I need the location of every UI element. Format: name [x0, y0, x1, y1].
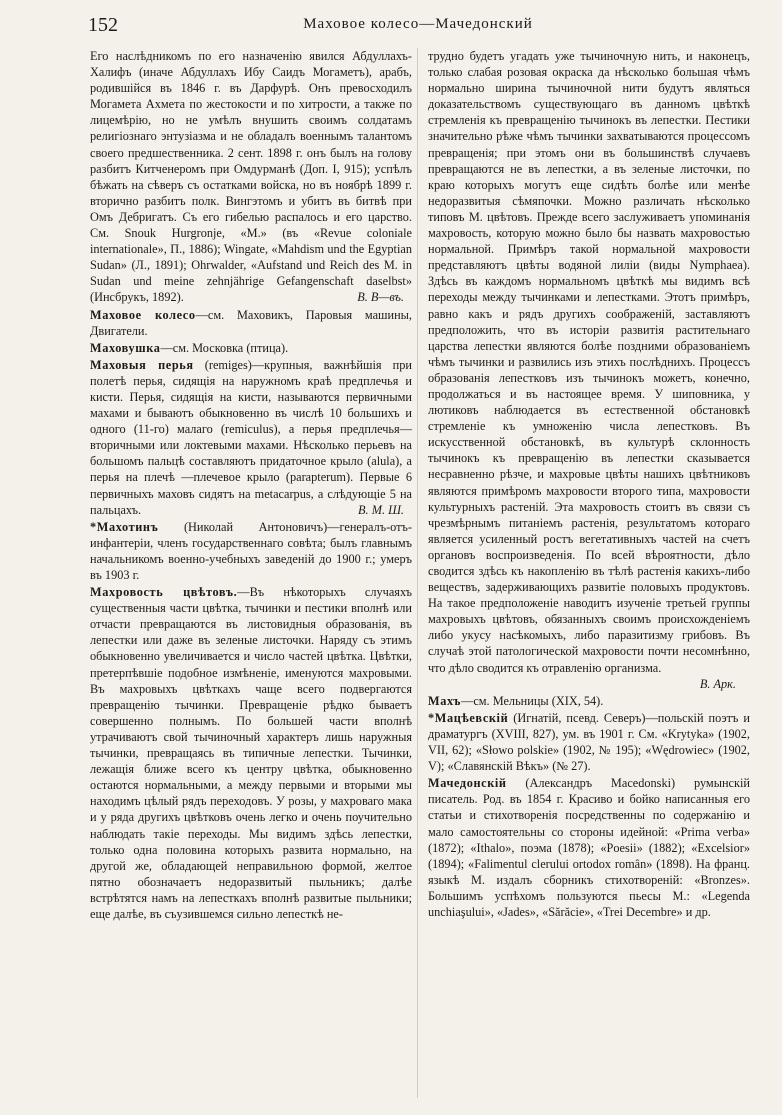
column-divider	[417, 48, 418, 1098]
entry-makh: Махъ—см. Мельницы (XIX, 54).	[428, 693, 604, 708]
entry-makhovye-perya: Маховыя перья (remiges)—крупныя, важнѣйшія при полетѣ перья, сидящія на наружномъ краѣ предплечья и кисти. Перья, сидящія на кисти, называются первичными махами и бываютъ обыкновенно въ числѣ 10 большихъ и одного (11-го) малаго (remiculus), а перья предплечья—вторичными или локтевыми махами. Нѣсколько перьевъ на большомъ пальцѣ составляютъ придаточное крыло (alula), а перья на плечѣ —плечевое крыло (parapterum). Первые 6 первичныхъ маховъ сидятъ на metacarpus, а слѣдующіе 5 на пальцахъ. В. М. Ш.	[90, 357, 412, 517]
entry-headword: Маховушка	[90, 340, 161, 355]
entry-makhrovost-tsvetov: Махровость цвѣтовъ.—Въ нѣкоторыхъ случаяхъ существенныя части цвѣтка, тычинки и пестики вполнѣ или отчасти превращаются въ листовидныя образованія, въ лепестки или даже въ зеленые листочки. Наряду съ этимъ обыкновенно увеличивается и число частей цвѣтка. Цвѣтки, претерпѣвшіе подобное измѣненіе, именуются махровыми. Въ махровыхъ цвѣткахъ чаще всего подвергаются превращенію тычинки. Превращеніе рѣдко бываетъ совершенно полнымъ. По большей части вполнѣ утрачиваютъ свой тычиночный характеръ лишь наружныя тычинки, превращаясь въ типичные лепестки. Тычинки, лежащія ближе всего къ центру цвѣтка, обыкновенно остаются нормальными, а между первыми и вторыми мы находимъ цѣлый рядъ переходовъ. У розы, у махроваго мака и у ряда другихъ цвѣтковъ очень легко и очень поучительно наблюдать такіе переходы. Мы видимъ здѣсь лепестки, только одна половина которыхъ развита нормально, на другой же, обладающей неправильною формой, желтое пятно обозначаетъ недоразвитый пыльникъ; далѣе встрѣтятся намъ на лепесткахъ вполнѣ развитые пыльники; еще далѣе, въ съузившемся сильно лепесткѣ не-	[90, 585, 412, 921]
entry-signature: В. М. Ш.	[358, 502, 404, 517]
entry-makhotin: *Махотинъ (Николай Антоновичъ)—генералъ-отъ-инфантеріи, членъ государственнаго совѣта; былъ главнымъ начальникомъ военно-учебныхъ заведеній до 1900 г.; умеръ въ 1903 г.	[90, 519, 412, 582]
entry-headword: Махъ	[428, 693, 462, 708]
entry-signature: В. Арк.	[699, 676, 736, 691]
page-number: 152	[88, 14, 118, 36]
page-header	[88, 14, 748, 38]
entry-signature: В. В—въ.	[357, 290, 404, 305]
entry-continuation-mahdi: Его наслѣдникомъ по его назначенію явился Абдуллахъ-Халифъ (иначе Абдуллахъ Ибу Саидъ Могаметъ), арабъ, родившійся въ 1846 г. въ Дарфурѣ. Онъ превосходилъ Могамета Ахмета по жестокости и по хитрости, а также по лицемѣрію, но не умѣлъ внушить своимъ солдатамъ религіознаго энтузіазма и не обладалъ военнымъ талантомъ своего предшественника. 2 сент. 1898 г. онъ былъ на голову разбитъ Китченеромъ при Омдурманѣ (Доп. I, 915); успѣлъ бѣжать на сѣверъ съ остатками войска, но въ ноябрѣ 1899 г. вторично разбитъ полк. Вингэтомъ и убитъ въ битвѣ при Омъ Дебригатъ. Съ его гибелью распалось и его царство. См. Snouk Hurgronje, «M.» (въ «Revue coloniale internationale», П., 1886); Wingate, «Mahdism und the Egyptian Sudan» (Л., 1891); Ohrwalder, «Aufstand und Reich des M. in Sudan und meine zehnjährige Gefangenschaft daselbst» (Инсбрукъ, 1892). В. В—въ.	[90, 49, 412, 305]
entry-continuation-makhrovost: трудно будетъ угадать уже тычиночную нить, и наконецъ, только слабая розовая окраска да нѣсколько большая чѣмъ нормально ширина тычиночной нити будутъ являться доказательствомъ существующаго въ данномъ цвѣткѣ стремленія къ превращенію тычинокъ въ лепестки. Пестики значительно рѣже чѣмъ тычинки захватываются процессомъ превращенія; при этомъ они въ большинствѣ случаевъ превращаются не въ лепестки, а въ зеленые листочки, по краю которыхъ могутъ еще сидѣть болѣе или менѣе недоразвитыя сѣмяпочки. Можно различать нѣсколько типовъ М. цвѣтовъ. Прежде всего заслуживаетъ упоминанія махровость, которую можно было бы назвать махровостью нормальной. Примѣръ такой нормальной махровости представляютъ цвѣты водяной лиліи (виды Nymphaea). Здѣсь въ каждомъ нормальномъ цвѣткѣ мы видимъ всѣ переходы между тычинками и лепестками. Этотъ примѣръ, равно какъ и рядъ другихъ соображеній, заставляютъ предположить, что въ исторіи развитія растительнаго царства лепестки являются болѣе поздними образованіемъ чѣмъ тычинки и развились изъ этихъ послѣднихъ. Процессъ образованія лепестковъ изъ тычинокъ можетъ, конечно, продолжаться и въ настоящее время. У шиповника, у лютиковъ наблюдается въ естественной обстановкѣ стремленіе къ умноженію числа лепестковъ. Въ искусственной обстановкѣ, въ культурѣ склонность тычинокъ къ превращенію въ лепестки сказывается несравненно рѣзче, и махровые цвѣты нашихъ цвѣтниковъ являются примѣромъ махровости второго типа, махровости культурныхъ растеній. Эта махровость стоитъ въ связи съ чрезмѣрнымъ питаніемъ растенія, результатомъ котораго является усиленный ростъ вегетативныхъ частей на счетъ органовъ воспроизведенія. По всей вѣроятности, дѣло сводится здѣсь къ накопленію въ тѣлѣ растенія какихъ-либо веществъ, задерживающихъ развитіе половыхъ продуктовъ. На такое предположеніе наводитъ изученіе третьей группы махровыхъ цвѣтовъ, обязанныхъ своимъ происхожденіемъ либо укусу насѣкомыхъ, либо паразитизму грибовъ. Въ случаѣ этой патологической махровости почти несомнѣнно, что дѣло сводится къ отравленію организма. В. Арк.	[428, 49, 750, 691]
entry-makhovushka: Маховушка—см. Московка (птица).	[90, 340, 289, 355]
entry-headword: Мачедонскій	[428, 776, 507, 791]
entry-matsievsky: *Мацѣевскій (Игнатій, псевд. Северъ)—польскій поэтъ и драматургъ (XVIII, 827), ум. въ 1901 г. См. «Krytyka» (1902, VII, 62); «Słowo polskie» (1902, № 195); «Wędrowiec» (1902, V); «Славянскій Вѣкъ» (№ 27).	[428, 710, 750, 774]
entry-headword: *Мацѣевскій	[428, 710, 509, 725]
running-title: Маховое колесо—Мачедонский	[303, 16, 533, 32]
entry-machedonsky: Мачедонскій (Александръ Macedonski) румынскій писатель. Род. въ 1854 г. Красиво и бойко написанныя его статьи и стихотворенія посредственны по содержанію и мало самостоятельны со стороны идейной: «Prima verba» (1872); «Ithalo», поэма (1878); «Poesii» (1882); «Excelsior» (1894); «Falimentul clerului ortodox român» (1898). На франц. языкѣ М. издалъ сборникъ стихотвореній: «Bronzes». Большимъ успѣхомъ пользуются пьесы М.: «Legenda unchiaşului», «Jades», «Sărăcie», «Trei Decembre» и др.	[428, 776, 750, 919]
entry-headword: Маховое колесо	[90, 307, 196, 322]
entry-makhovoe-koleso: Маховое колесо—см. Маховикъ, Паровыя машины, Двигатели.	[90, 307, 412, 338]
entry-headword: *Махотинъ	[90, 519, 159, 534]
entry-headword: Маховыя перья	[90, 357, 194, 372]
left-column	[90, 48, 412, 922]
right-column	[428, 48, 750, 920]
entry-headword: Махровость цвѣтовъ.	[90, 585, 238, 600]
